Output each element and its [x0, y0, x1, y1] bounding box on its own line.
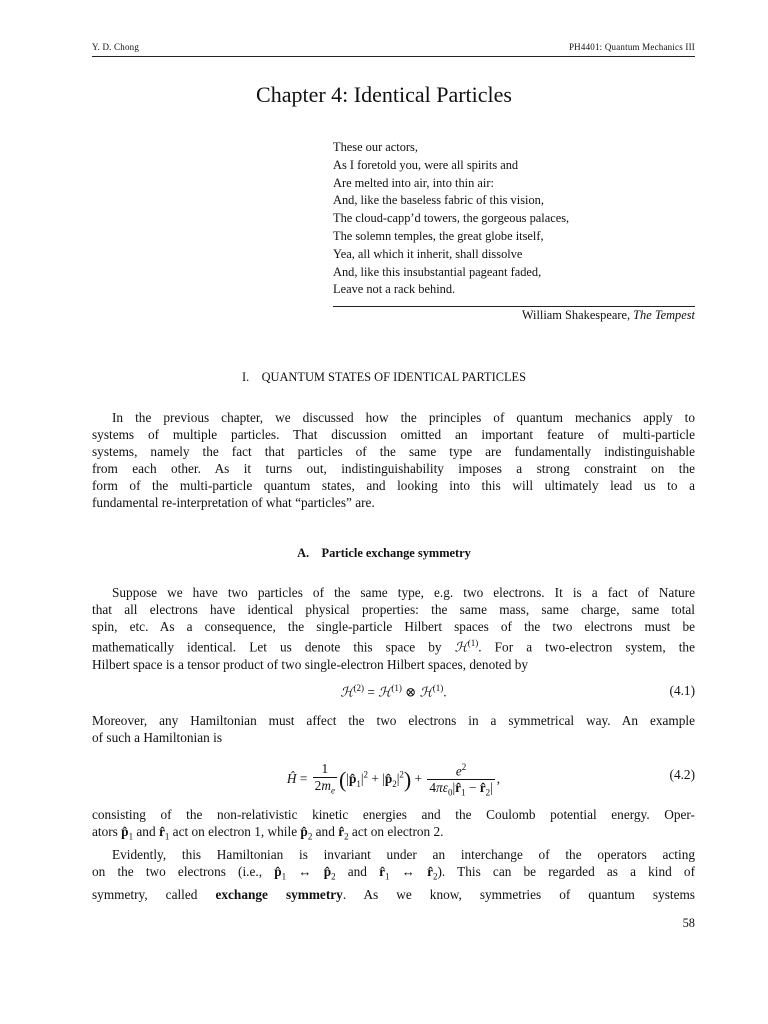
paragraph — [92, 712, 695, 746]
attribution-work: The Tempest — [633, 308, 695, 322]
equation-number: (4.2) — [669, 767, 695, 782]
paragraph — [92, 584, 695, 673]
equation-body: Ĥ = $\frac{1}{2m_e}$ ($|p̂_1|^2$ + $|p̂_2|^2$) + $\frac{e^2}{4\pi\varepsilon_0|r̂_1 - r̂_2|}$ , — [92, 759, 695, 801]
epigraph-line: Are melted into air, into thin air: — [333, 175, 494, 190]
subsection-heading — [0, 546, 768, 561]
running-header-course: PH4401: Quantum Mechanics III — [568, 42, 695, 52]
page-number: 58 — [682, 916, 695, 930]
section-heading — [0, 370, 768, 385]
text-line: consisting of the non-relativistic kinetic energies and the Coulomb potential energy. Oper- — [92, 807, 695, 822]
header-rule — [92, 56, 695, 57]
epigraph-attribution — [522, 308, 695, 323]
epigraph-line: As I foretold you, were all spirits and — [333, 157, 519, 172]
equation-4-2 — [92, 755, 695, 799]
text-line: ators $p̂_1$ and $r̂_1$ act on electron 1, while $p̂_2$ and $r̂_2$ act on electron 2. — [92, 824, 444, 842]
text-line: systems, namely the fact that particles of the same type are fundamentally indistinguishable — [92, 444, 695, 459]
text-line: mathematically identical. Let us denote this space by ℋ$^{(1)}$. For a two-electron system, the — [92, 638, 695, 656]
text-line: fundamental re-interpretation of what “particles” are. — [92, 495, 375, 510]
epigraph-line: The cloud-capp’d towers, the gorgeous palaces, — [333, 211, 570, 226]
text-line: Evidently, this Hamiltonian is invariant under an interchange of the operators acting — [112, 847, 695, 862]
section-number: I. — [241, 370, 250, 384]
paragraph — [92, 409, 695, 511]
equation-number: (4.1) — [669, 683, 695, 698]
running-header-author: Y. D. Chong — [92, 42, 140, 52]
epigraph-rule — [333, 306, 695, 307]
text-line: symmetry, called exchange symmetry. As we know, symmetries of quantum systems — [92, 886, 695, 902]
attribution-author: William Shakespeare, — [521, 308, 634, 322]
equation-body: ℋ$^{(2)}$ = ℋ$^{(1)}$ ⊗ ℋ$^{(1)}$. — [340, 683, 447, 701]
epigraph-line: The solemn temples, the great globe itself, — [333, 228, 544, 243]
epigraph-line: And, like the baseless fabric of this vision, — [333, 193, 544, 208]
text-line: Suppose we have two particles of the same type, e.g. two electrons. It is a fact of Nature — [112, 585, 695, 600]
equation-4-1 — [92, 683, 695, 703]
epigraph-line: And, like this insubstantial pageant faded, — [333, 264, 542, 279]
text-line: spin, etc. As a consequence, the single-particle Hilbert spaces of the two electrons must be — [92, 619, 695, 634]
subsection-number: A. — [297, 546, 310, 560]
paragraph — [92, 846, 695, 903]
chapter-title: Chapter 4: Identical Particles — [256, 82, 512, 107]
epigraph-line: These our actors, — [333, 140, 418, 154]
text-line: In the previous chapter, we discussed how the principles of quantum mechanics apply to — [112, 410, 695, 425]
section-title: QUANTUM STATES OF IDENTICAL PARTICLES — [261, 370, 527, 384]
epigraph — [333, 139, 569, 299]
text-line: Hilbert space is a tensor product of two single-electron Hilbert spaces, denoted by — [92, 657, 529, 673]
text-line: from each other. As it turns out, indistinguishability imposes a strong constraint on the — [92, 461, 695, 476]
term-exchange-symmetry: exchange symmetry — [215, 886, 343, 902]
epigraph-line: Yea, all which it inherit, shall dissolve — [333, 246, 523, 261]
epigraph-line: Leave not a rack behind. — [333, 282, 456, 297]
text-line: on the two electrons (i.e., $p̂_1$ ↔ $p̂_2$ and $r̂_1$ ↔ $r̂_2$). This can be regarded as a kind of — [92, 864, 695, 882]
text-line: form of the multi-particle quantum states, and looking into this will ultimately lead us to a — [92, 478, 695, 493]
text-line: of such a Hamiltonian is — [92, 730, 222, 745]
text-line: that all electrons have identical physical properties: the same mass, same charge, same total — [92, 602, 695, 617]
text-line: Moreover, any Hamiltonian must affect the two electrons in a symmetrical way. An example — [92, 713, 695, 728]
subsection-title: Particle exchange symmetry — [321, 546, 471, 560]
paragraph — [92, 806, 695, 846]
text-line: systems of multiple particles. That discussion omitted an important feature of multi-particle — [92, 427, 695, 442]
